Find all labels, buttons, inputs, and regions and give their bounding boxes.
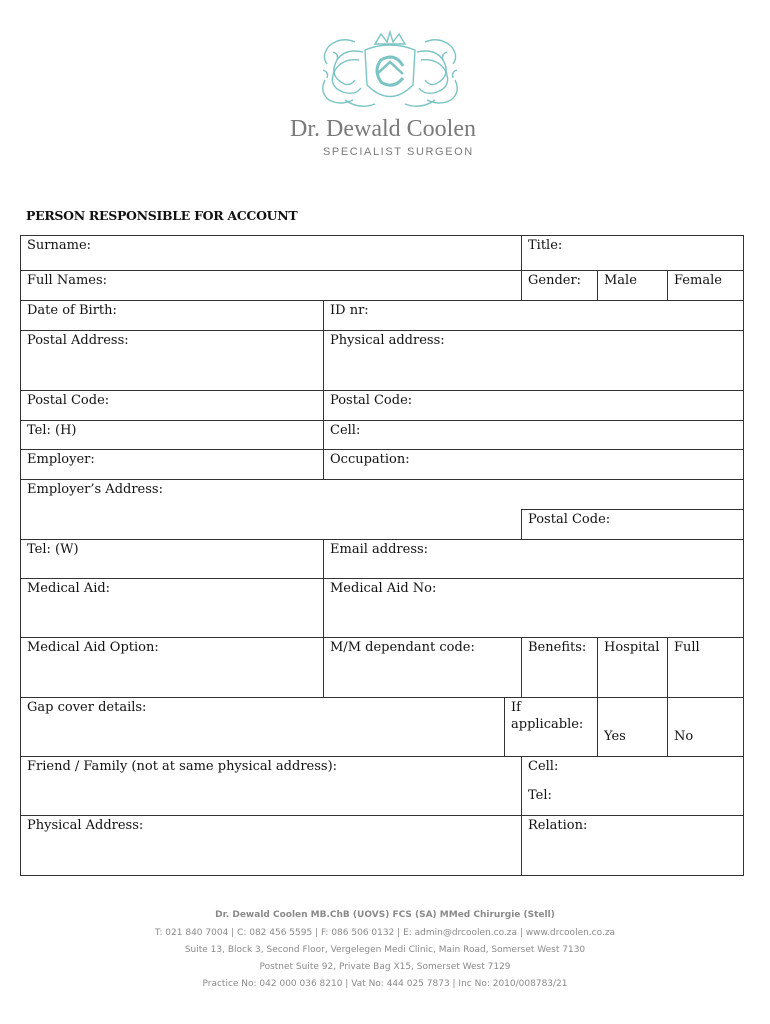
gender-label: Gender: [528,273,582,288]
cell-label: Cell: [330,423,361,438]
account-form [20,235,744,876]
tel-work-field[interactable] [20,539,324,579]
footer-qualifications: Dr. Dewald Coolen MB.ChB (UOVS) FCS (SA) MMed Chirurgie (Stell) [215,910,555,920]
employers-address-label: Employer’s Address: [27,482,163,497]
physical-postal-code-field[interactable] [323,390,744,421]
practice-logo [285,30,495,162]
id-nr-field[interactable] [323,300,744,331]
dependant-code-label: M/M dependant code: [330,640,475,655]
tel-home-field[interactable] [20,420,324,450]
postal-code-field[interactable] [20,390,324,421]
employer-postal-code-field[interactable] [521,509,744,540]
medical-aid-no-label: Medical Aid No: [330,581,437,596]
title-label: Title: [528,238,563,253]
friend-family-label: Friend / Family (not at same physical address): [27,759,338,774]
form-title: PERSON RESPONSIBLE FOR ACCOUNT [26,208,298,223]
relation-label: Relation: [528,818,588,833]
male-label: Male [604,273,637,288]
employer-postal-code-label: Postal Code: [528,512,611,527]
crest-icon [315,30,465,114]
physical-postal-code-label: Postal Code: [330,393,413,408]
footer-street-address: Suite 13, Block 3, Second Floor, Vergelegen Medi Clinic, Main Road, Somerset West 7130 [184,945,586,955]
email-label: Email address: [330,542,429,557]
benefits-full-option[interactable] [667,637,744,698]
friend-tel-label: Tel: [528,788,552,803]
surname-label: Surname: [27,238,92,253]
employer-field[interactable] [20,449,324,480]
surname-field[interactable] [20,235,522,271]
benefits-cell [521,637,598,698]
physical-address-field[interactable] [323,330,744,391]
brand-name: Dr. Dewald Coolen [290,116,476,142]
if-applicable-label-line1: If [511,700,521,715]
date-of-birth-field[interactable] [20,300,324,331]
if-applicable-cell [504,697,598,757]
female-label: Female [674,273,722,288]
gap-cover-label: Gap cover details: [27,700,147,715]
medical-aid-no-field[interactable] [323,578,744,638]
title-field[interactable] [521,235,744,271]
medical-aid-label: Medical Aid: [27,581,111,596]
gap-cover-yes-option[interactable] [597,697,668,757]
gender-cell [521,270,598,301]
benefits-label: Benefits: [528,640,587,655]
postal-address-field[interactable] [20,330,324,391]
occupation-field[interactable] [323,449,744,480]
gap-cover-no-option[interactable] [667,697,744,757]
date-of-birth-label: Date of Birth: [27,303,117,318]
dependant-code-field[interactable] [323,637,522,698]
postal-address-label: Postal Address: [27,333,129,348]
footer-contact: T: 021 840 7004 | C: 082 456 5595 | F: 086 506 0132 | E: admin@drcoolen.co.za | www.drcoolen.co.za [154,928,616,938]
friend-physical-address-label: Physical Address: [27,818,144,833]
cell-field[interactable] [323,420,744,450]
occupation-label: Occupation: [330,452,410,467]
postal-code-label: Postal Code: [27,393,110,408]
tel-home-label: Tel: (H) [27,423,77,438]
relation-field[interactable] [521,815,744,876]
medical-aid-option-label: Medical Aid Option: [27,640,159,655]
id-nr-label: ID nr: [330,303,369,318]
employer-label: Employer: [27,452,95,467]
friend-physical-address-field[interactable] [20,815,522,876]
friend-contact-field[interactable] [521,756,744,816]
full-names-label: Full Names: [27,273,108,288]
tel-work-label: Tel: (W) [27,542,79,557]
footer-registration: Practice No: 042 000 036 8210 | Vat No: 444 025 7873 | Inc No: 2010/008783/21 [202,979,568,989]
if-applicable-label-line2: applicable: [511,717,584,732]
medical-aid-field[interactable] [20,578,324,638]
benefits-hospital-option[interactable] [597,637,668,698]
full-label: Full [674,640,700,655]
friend-cell-label: Cell: [528,759,559,774]
friend-family-field[interactable] [20,756,522,816]
gap-cover-field[interactable] [20,697,505,757]
yes-label: Yes [604,729,626,744]
gender-male-option[interactable] [597,270,668,301]
email-field[interactable] [323,539,744,579]
physical-address-label: Physical address: [330,333,445,348]
medical-aid-option-field[interactable] [20,637,324,698]
gender-female-option[interactable] [667,270,744,301]
hospital-label: Hospital [604,640,660,655]
footer-postal-address: Postnet Suite 92, Private Bag X15, Somerset West 7129 [259,962,511,972]
brand-subtitle: SPECIALIST SURGEON [323,146,474,158]
no-label: No [674,729,694,744]
full-names-field[interactable] [20,270,522,301]
